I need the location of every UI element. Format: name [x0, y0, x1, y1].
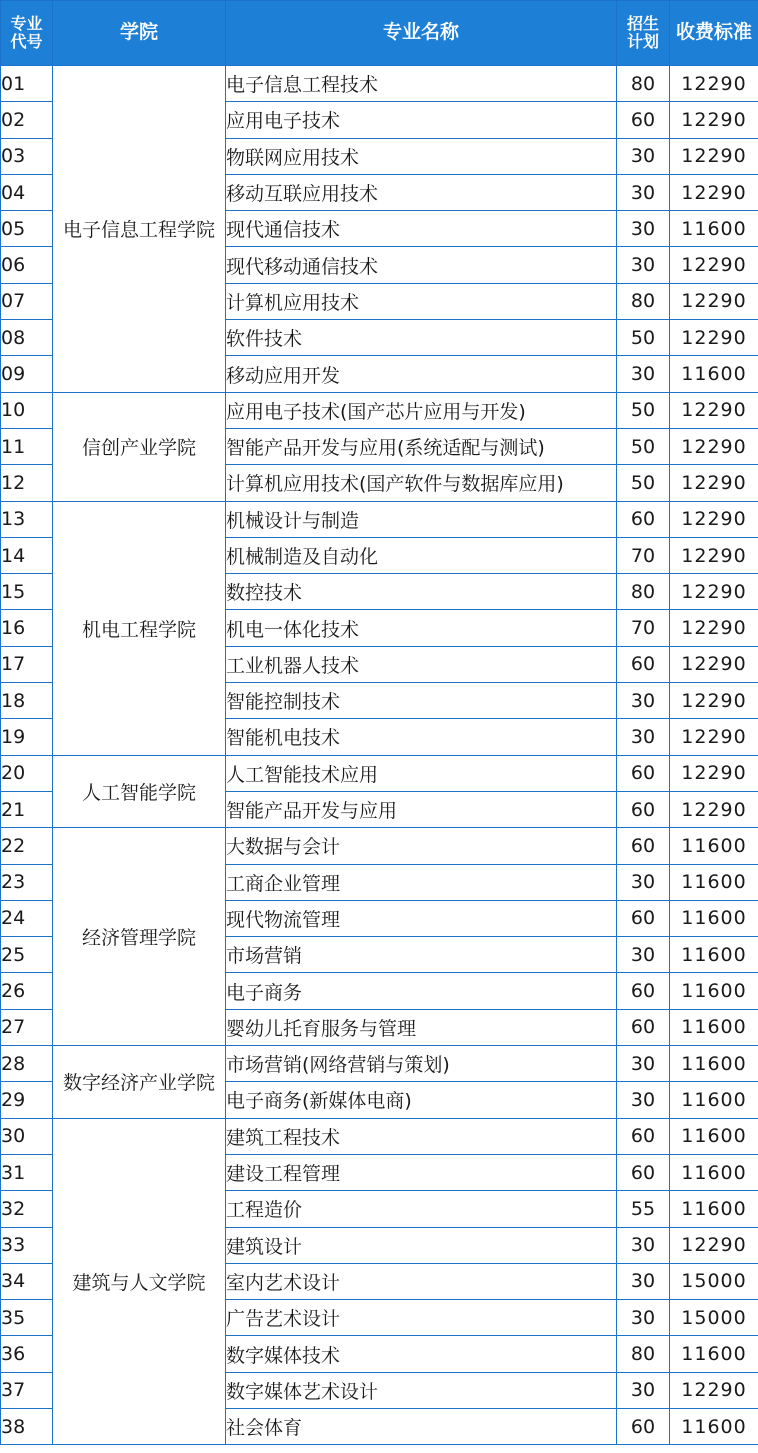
- major-name-cell: 市场营销: [226, 937, 617, 973]
- quota-cell: 80: [617, 1336, 670, 1372]
- major-name-cell: 工程造价: [226, 1191, 617, 1227]
- major-name-cell: 数字媒体技术: [226, 1336, 617, 1372]
- quota-cell: 30: [617, 247, 670, 283]
- major-name-cell: 市场营销(网络营销与策划): [226, 1046, 617, 1082]
- table-row: [1, 501, 758, 537]
- major-code-cell: 16: [1, 610, 53, 646]
- fee-cell: 12290: [670, 646, 758, 682]
- fee-cell: 11600: [670, 1191, 758, 1227]
- major-name-cell: 电子信息工程技术: [226, 66, 617, 102]
- major-name-cell: 计算机应用技术: [226, 283, 617, 319]
- major-code-cell: 35: [1, 1300, 53, 1336]
- major-code-cell: 14: [1, 537, 53, 573]
- quota-cell: 30: [617, 937, 670, 973]
- header-code-line2: 代号: [10, 32, 43, 51]
- major-code-cell: 20: [1, 755, 53, 791]
- major-name-cell: 智能产品开发与应用: [226, 791, 617, 827]
- quota-cell: 60: [617, 646, 670, 682]
- college-cell: 电子信息工程学院: [53, 66, 226, 393]
- quota-cell: 30: [617, 174, 670, 210]
- quota-cell: 30: [617, 1046, 670, 1082]
- quota-cell: 70: [617, 610, 670, 646]
- major-code-cell: 01: [1, 66, 53, 102]
- quota-cell: 60: [617, 900, 670, 936]
- fee-cell: 12290: [670, 719, 758, 755]
- major-name-cell: 应用电子技术: [226, 102, 617, 138]
- major-code-cell: 18: [1, 683, 53, 719]
- major-code-cell: 09: [1, 356, 53, 392]
- quota-cell: 60: [617, 1118, 670, 1154]
- major-name-cell: 数控技术: [226, 574, 617, 610]
- fee-cell: 11600: [670, 1009, 758, 1045]
- major-code-cell: 03: [1, 138, 53, 174]
- major-name-cell: 机电一体化技术: [226, 610, 617, 646]
- fee-cell: 12290: [670, 1372, 758, 1408]
- fee-cell: 12290: [670, 283, 758, 319]
- quota-cell: 80: [617, 66, 670, 102]
- major-code-cell: 12: [1, 465, 53, 501]
- major-name-cell: 智能控制技术: [226, 683, 617, 719]
- quota-cell: 30: [617, 1372, 670, 1408]
- major-name-cell: 工业机器人技术: [226, 646, 617, 682]
- quota-cell: 30: [617, 138, 670, 174]
- quota-cell: 60: [617, 791, 670, 827]
- fee-cell: 11600: [670, 973, 758, 1009]
- fee-cell: 12290: [670, 683, 758, 719]
- table-row: [1, 66, 758, 102]
- fee-cell: 12290: [670, 392, 758, 428]
- fee-cell: 12290: [670, 138, 758, 174]
- fee-cell: 12290: [670, 247, 758, 283]
- major-name-cell: 电子商务: [226, 973, 617, 1009]
- quota-cell: 60: [617, 1408, 670, 1444]
- college-cell: 数字经济产业学院: [53, 1046, 226, 1119]
- header-code-line1: 专业: [10, 13, 43, 33]
- major-code-cell: 11: [1, 428, 53, 464]
- major-name-cell: 现代移动通信技术: [226, 247, 617, 283]
- quota-cell: 30: [617, 719, 670, 755]
- major-name-cell: 智能机电技术: [226, 719, 617, 755]
- quota-cell: 80: [617, 283, 670, 319]
- quota-cell: 70: [617, 537, 670, 573]
- major-name-cell: 室内艺术设计: [226, 1263, 617, 1299]
- major-name-cell: 建设工程管理: [226, 1154, 617, 1190]
- major-name-cell: 应用电子技术(国产芯片应用与开发): [226, 392, 617, 428]
- major-code-cell: 22: [1, 828, 53, 864]
- major-code-cell: 32: [1, 1191, 53, 1227]
- major-name-cell: 移动互联应用技术: [226, 174, 617, 210]
- major-name-cell: 智能产品开发与应用(系统适配与测试): [226, 428, 617, 464]
- fee-cell: 12290: [670, 1227, 758, 1263]
- fee-cell: 11600: [670, 937, 758, 973]
- major-name-cell: 现代物流管理: [226, 900, 617, 936]
- college-cell: 建筑与人文学院: [53, 1118, 226, 1445]
- table-row: [1, 392, 758, 428]
- major-name-cell: 移动应用开发: [226, 356, 617, 392]
- fee-cell: 12290: [670, 791, 758, 827]
- quota-cell: 30: [617, 211, 670, 247]
- fee-cell: 12290: [670, 465, 758, 501]
- header-major: 专业名称: [226, 1, 617, 66]
- major-code-cell: 28: [1, 1046, 53, 1082]
- quota-cell: 60: [617, 973, 670, 1009]
- college-cell: 经济管理学院: [53, 828, 226, 1046]
- major-code-cell: 25: [1, 937, 53, 973]
- major-name-cell: 广告艺术设计: [226, 1300, 617, 1336]
- major-code-cell: 08: [1, 320, 53, 356]
- fee-cell: 11600: [670, 864, 758, 900]
- quota-cell: 50: [617, 428, 670, 464]
- major-name-cell: 人工智能技术应用: [226, 755, 617, 791]
- quota-cell: 30: [617, 356, 670, 392]
- fee-cell: 11600: [670, 1154, 758, 1190]
- fee-cell: 12290: [670, 501, 758, 537]
- quota-cell: 30: [617, 1227, 670, 1263]
- header-fee: 收费标准: [670, 1, 758, 66]
- major-name-cell: 计算机应用技术(国产软件与数据库应用): [226, 465, 617, 501]
- major-code-cell: 30: [1, 1118, 53, 1154]
- major-name-cell: 软件技术: [226, 320, 617, 356]
- major-code-cell: 23: [1, 864, 53, 900]
- major-name-cell: 婴幼儿托育服务与管理: [226, 1009, 617, 1045]
- header-quota: [617, 1, 670, 66]
- fee-cell: 11600: [670, 211, 758, 247]
- college-cell: 机电工程学院: [53, 501, 226, 755]
- table-row: [1, 755, 758, 791]
- major-code-cell: 33: [1, 1227, 53, 1263]
- major-code-cell: 38: [1, 1408, 53, 1444]
- major-code-cell: 24: [1, 900, 53, 936]
- header-code: [1, 1, 53, 66]
- table-row: [1, 1118, 758, 1154]
- major-code-cell: 26: [1, 973, 53, 1009]
- header-quota-line1: 招生: [626, 13, 659, 33]
- major-code-cell: 07: [1, 283, 53, 319]
- quota-cell: 30: [617, 864, 670, 900]
- major-code-cell: 15: [1, 574, 53, 610]
- major-code-cell: 37: [1, 1372, 53, 1408]
- quota-cell: 30: [617, 1082, 670, 1118]
- major-code-cell: 13: [1, 501, 53, 537]
- fee-cell: 12290: [670, 610, 758, 646]
- table-row: [1, 828, 758, 864]
- quota-cell: 60: [617, 755, 670, 791]
- header-quota-line2: 计划: [626, 32, 659, 51]
- major-name-cell: 电子商务(新媒体电商): [226, 1082, 617, 1118]
- fee-cell: 11600: [670, 1336, 758, 1372]
- major-name-cell: 现代通信技术: [226, 211, 617, 247]
- fee-cell: 12290: [670, 66, 758, 102]
- college-cell: 人工智能学院: [53, 755, 226, 828]
- major-code-cell: 10: [1, 392, 53, 428]
- major-code-cell: 27: [1, 1009, 53, 1045]
- major-code-cell: 31: [1, 1154, 53, 1190]
- fee-cell: 12290: [670, 102, 758, 138]
- quota-cell: 30: [617, 1300, 670, 1336]
- major-name-cell: 物联网应用技术: [226, 138, 617, 174]
- fee-cell: 11600: [670, 356, 758, 392]
- major-name-cell: 机械制造及自动化: [226, 537, 617, 573]
- fee-cell: 11600: [670, 1046, 758, 1082]
- major-name-cell: 工商企业管理: [226, 864, 617, 900]
- fee-cell: 11600: [670, 828, 758, 864]
- quota-cell: 30: [617, 683, 670, 719]
- fee-cell: 11600: [670, 1082, 758, 1118]
- major-code-cell: 17: [1, 646, 53, 682]
- major-name-cell: 社会体育: [226, 1408, 617, 1444]
- major-name-cell: 机械设计与制造: [226, 501, 617, 537]
- major-name-cell: 数字媒体艺术设计: [226, 1372, 617, 1408]
- major-code-cell: 06: [1, 247, 53, 283]
- fee-cell: 12290: [670, 174, 758, 210]
- major-name-cell: 建筑设计: [226, 1227, 617, 1263]
- quota-cell: 60: [617, 1154, 670, 1190]
- quota-cell: 60: [617, 828, 670, 864]
- major-code-cell: 05: [1, 211, 53, 247]
- major-name-cell: 建筑工程技术: [226, 1118, 617, 1154]
- major-code-cell: 21: [1, 791, 53, 827]
- quota-cell: 80: [617, 574, 670, 610]
- fee-cell: 12290: [670, 537, 758, 573]
- fee-cell: 11600: [670, 1118, 758, 1154]
- major-code-cell: 02: [1, 102, 53, 138]
- quota-cell: 30: [617, 1263, 670, 1299]
- quota-cell: 50: [617, 465, 670, 501]
- fee-cell: 15000: [670, 1300, 758, 1336]
- major-code-cell: 04: [1, 174, 53, 210]
- quota-cell: 50: [617, 392, 670, 428]
- fee-cell: 12290: [670, 320, 758, 356]
- quota-cell: 50: [617, 320, 670, 356]
- quota-cell: 60: [617, 501, 670, 537]
- header-college: 学院: [53, 1, 226, 66]
- major-name-cell: 大数据与会计: [226, 828, 617, 864]
- quota-cell: 60: [617, 102, 670, 138]
- fee-cell: 12290: [670, 574, 758, 610]
- major-code-cell: 36: [1, 1336, 53, 1372]
- quota-cell: 55: [617, 1191, 670, 1227]
- fee-cell: 12290: [670, 755, 758, 791]
- fee-cell: 15000: [670, 1263, 758, 1299]
- header-row: [1, 1, 758, 66]
- table-body: [1, 66, 758, 1445]
- college-cell: 信创产业学院: [53, 392, 226, 501]
- fee-cell: 12290: [670, 428, 758, 464]
- fee-cell: 11600: [670, 1408, 758, 1444]
- major-code-cell: 34: [1, 1263, 53, 1299]
- major-code-cell: 19: [1, 719, 53, 755]
- major-code-cell: 29: [1, 1082, 53, 1118]
- quota-cell: 60: [617, 1009, 670, 1045]
- fee-cell: 11600: [670, 900, 758, 936]
- table-row: [1, 1046, 758, 1082]
